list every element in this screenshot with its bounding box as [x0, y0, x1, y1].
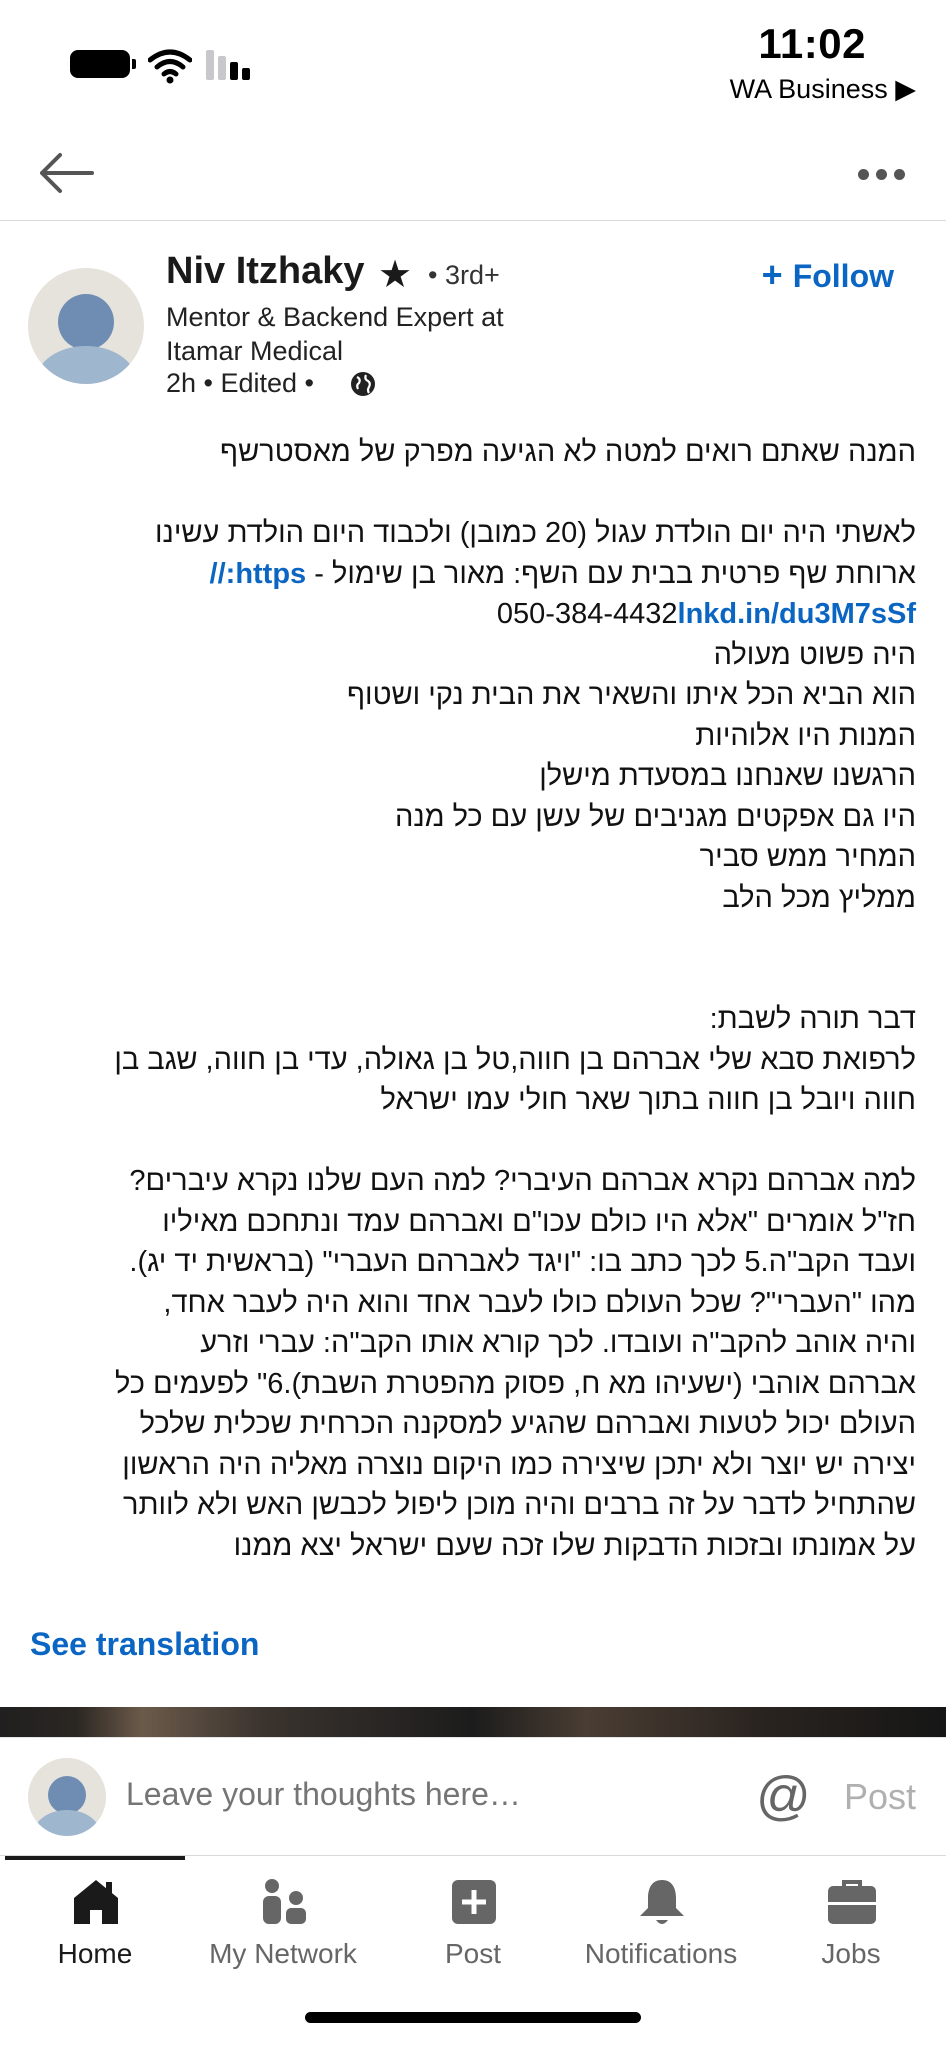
post-text-line — [30, 756, 916, 797]
post-text: הרגשנו שאנחנו במסעדת מישלן — [539, 760, 916, 792]
tab-label: Jobs — [821, 1938, 881, 1969]
post-text: ממליץ מכל הלב — [722, 881, 916, 914]
post-text: המנה שאתם רואים למטה לא הגיעה מפרק של מאסטרשף — [220, 436, 916, 468]
post-text-line — [30, 432, 916, 473]
author-headline: Mentor & Backend Expert at Itamar Medical — [166, 302, 504, 366]
post-text: ועבד הקב"ה.5 לכך כתב בו: "ויגד לאברהם העברי" (בראשית יד יג). — [129, 1246, 916, 1278]
comment-bar — [0, 1737, 946, 1855]
post-text-line — [30, 635, 916, 676]
globe-icon — [349, 370, 377, 398]
follow-label: Follow — [792, 258, 894, 294]
post-text-line — [30, 1485, 916, 1526]
post-text: דבר תורה לשבת: — [709, 1003, 916, 1035]
post-text: העולם יכול לטעות ואברהם שהגיע למסקנה הכרחית שכלית שלכל — [139, 1408, 916, 1440]
post-text-line — [30, 1202, 916, 1243]
post-text-line — [30, 675, 916, 716]
tab-jobs[interactable] — [756, 1870, 946, 1980]
comment-input[interactable] — [126, 1776, 726, 1813]
post-text: לאשתי היה יום הולדת עגול (20 כמובן) ולכבוד היום הולדת עשינו — [155, 517, 916, 549]
post-text-line — [30, 473, 916, 514]
post-text-line — [30, 554, 916, 595]
post-text-line — [30, 959, 916, 1000]
post-text-line — [30, 594, 916, 635]
follow-button[interactable] — [762, 254, 894, 296]
post-text-line — [30, 878, 916, 919]
author-avatar[interactable] — [28, 268, 144, 384]
post-text-line — [30, 1404, 916, 1445]
post-text: שהתחיל לדבר על זה ברבים והיה מוכן ליפול לכבשן האש ולא לוותר — [122, 1489, 916, 1521]
status-bar — [0, 0, 946, 125]
post-text-line — [30, 1526, 916, 1567]
star-icon: ★ — [378, 254, 413, 296]
bell-icon — [636, 1876, 688, 1928]
post-text-line — [30, 716, 916, 757]
post-text-line — [30, 1161, 916, 1202]
nav-bar — [0, 125, 946, 221]
tab-label: Notifications — [584, 1938, 738, 1969]
post-text: היו גם אפקטים מגניבים של עשן עם כל מנה — [394, 800, 916, 833]
post-text-line — [30, 1445, 916, 1486]
wifi-icon — [148, 48, 192, 84]
post-text: על אמונתו ובזכות הדבקות שלו זכה שעם ישראל יצא ממנו — [233, 1529, 916, 1562]
active-tab-indicator — [5, 1856, 185, 1860]
tab-post[interactable] — [378, 1870, 568, 1980]
mention-at-icon[interactable]: @ — [756, 1766, 811, 1826]
post-text: הוא הביא הכל איתו והשאיר את הבית נקי ושטוף — [346, 679, 916, 711]
post-meta: 2h • Edited • — [166, 368, 314, 398]
post-text: חז"ל אומרים "אלא היו כולם עכו"ם ואברהם עמד ונתחכם מאיליו — [162, 1205, 916, 1238]
see-translation-link[interactable]: See translation — [30, 1626, 260, 1662]
post-text: המחיר ממש סביר — [699, 841, 916, 873]
post-text: 050-384-4432 — [496, 598, 678, 630]
post-text-line — [30, 1283, 916, 1324]
post-body — [30, 432, 916, 1566]
home-icon — [70, 1876, 122, 1928]
connection-degree: • 3rd+ — [428, 260, 500, 290]
briefcase-icon — [826, 1876, 878, 1928]
post-text: היה פשוט מעולה — [713, 638, 916, 671]
post-text: לרפואת סבא שלי אברהם בן חווה,טל בן גאולה, עדי בן חווה, שגב בן — [114, 1043, 916, 1076]
post-text-line — [30, 1364, 916, 1405]
post-link[interactable]: lnkd.in/du3M7sSf — [677, 598, 916, 630]
post-text: ארוחת שף פרטית בבית עם השף: מאור בן שימול - — [306, 557, 916, 590]
post-text-line — [30, 1121, 916, 1162]
post-text-line — [30, 1242, 916, 1283]
tab-label: My Network — [209, 1938, 357, 1969]
post-text-line — [30, 1040, 916, 1081]
tab-label: Post — [444, 1938, 502, 1969]
post-text: למה אברהם נקרא אברהם העיברי? למה העם שלנו נקרא עיברים? — [129, 1165, 916, 1197]
post-text: והיה אוהב להקב"ה ועובדו. לכך קורא אותו הקב"ה: עברי וזרע — [200, 1327, 916, 1359]
post-text-line — [30, 837, 916, 878]
post-text-line — [30, 1323, 916, 1364]
network-icon — [258, 1876, 310, 1928]
more-options-icon[interactable] — [846, 145, 916, 201]
plus-square-icon — [448, 1876, 500, 1928]
user-avatar — [28, 1758, 106, 1836]
back-to-app-link[interactable]: WA Business ▶ — [729, 74, 916, 104]
post-text: מהו "העברי"? שכל העולם כולו לעבר אחד והוא היה לעבר אחד, — [163, 1286, 916, 1319]
plus-icon: + — [761, 254, 783, 295]
post-text-line — [30, 918, 916, 959]
post-text: אברהם אוהבי (ישעיהו מא ח, פסוק מהפטרת השבת).6" לפעמים כל — [114, 1367, 916, 1400]
post-text-line — [30, 999, 916, 1040]
post-text: יצירה יש יוצר ולא יתכן שיצירה כמו היקום נוצרה מאליה היה הראשון — [122, 1448, 916, 1481]
tab-notifications[interactable] — [566, 1870, 756, 1980]
tab-my-network[interactable] — [188, 1870, 378, 1980]
post-text-line — [30, 1080, 916, 1121]
post-image[interactable] — [0, 1707, 946, 1737]
post-link[interactable]: https:// — [209, 557, 307, 590]
author-name[interactable]: Niv Itzhaky — [166, 250, 365, 292]
post-comment-button[interactable]: Post — [843, 1776, 916, 1817]
post-text: חווה ויובל בן חווה בתוך שאר חולי עמו ישראל — [380, 1084, 916, 1116]
battery-icon — [70, 50, 130, 78]
tab-label: Home — [57, 1938, 133, 1969]
status-time: 11:02 — [758, 20, 866, 67]
post-text-line — [30, 797, 916, 838]
home-indicator — [305, 2012, 641, 2023]
post-text: המנות היו אלוהיות — [695, 719, 916, 752]
post-text-line — [30, 513, 916, 554]
tab-home[interactable] — [0, 1870, 190, 1980]
back-arrow-icon[interactable] — [30, 143, 100, 203]
cellular-signal-icon — [206, 50, 258, 80]
